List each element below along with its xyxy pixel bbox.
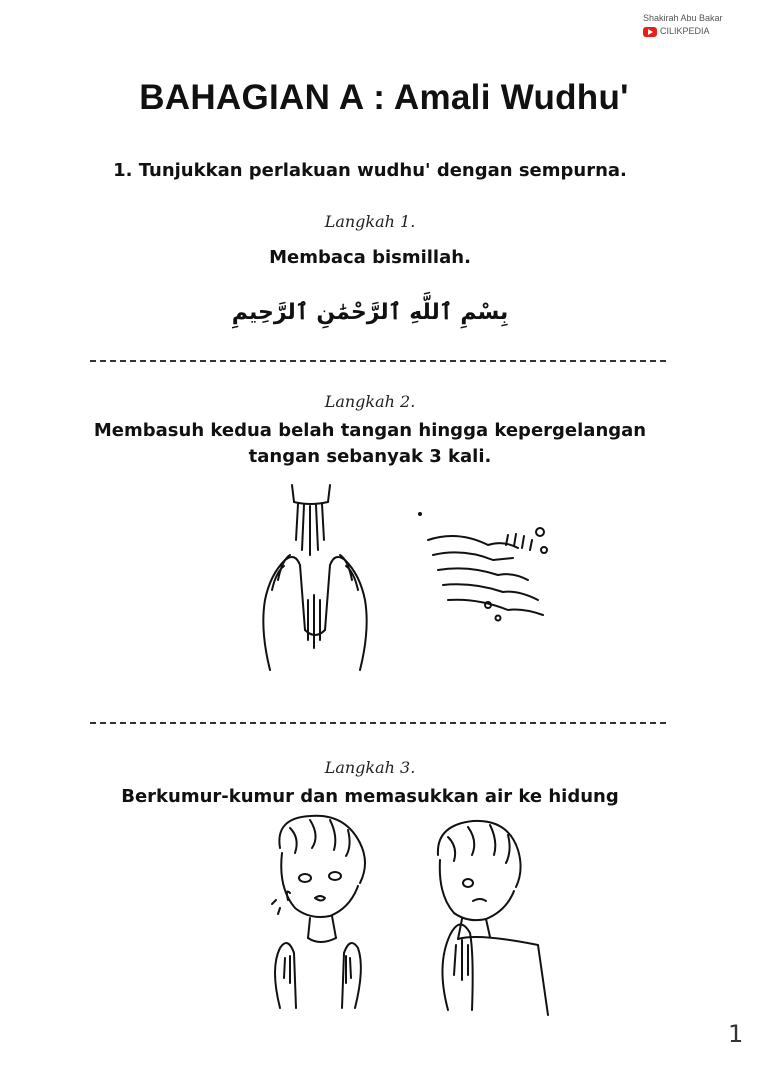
page-number: 1: [728, 1020, 744, 1048]
author-name: Shakirah Abu Bakar: [643, 13, 723, 23]
divider: [90, 722, 666, 724]
youtube-icon: [643, 27, 657, 37]
channel-name: CILIKPEDIA: [660, 26, 710, 36]
step-2-label: Langkah 2.: [324, 392, 416, 411]
attribution: [643, 12, 723, 38]
question-text: 1. Tunjukkan perlakuan wudhu' dengan sempurna.: [113, 160, 627, 181]
boy-rinsing-mouth-icon: [250, 808, 385, 1013]
step-1-text: [0, 245, 740, 271]
boy-rinsing-nose-icon: [418, 815, 553, 1015]
channel-row: [643, 25, 723, 38]
divider: [90, 360, 666, 362]
bismillah-arabic: بِسْمِ ٱللَّهِ ٱلرَّحْمَٰنِ ٱلرَّحِيمِ: [231, 300, 509, 325]
page-title: BAHAGIAN A : Amali Wudhu': [139, 78, 629, 117]
step-2-text-line-1: Membasuh kedua belah tangan hingga kepergelangan: [93, 420, 647, 441]
step-1-text-line: Membaca bismillah.: [269, 247, 471, 268]
step-2-text: [0, 418, 740, 470]
step-1-label: Langkah 1.: [324, 212, 416, 231]
hands-under-water-icon: [250, 480, 380, 675]
step-3-text-line: Berkumur-kumur dan memasukkan air ke hidung: [121, 786, 619, 807]
step-3-label: Langkah 3.: [324, 758, 416, 777]
step-2-text-line-2: tangan sebanyak 3 kali.: [248, 446, 492, 467]
hands-rubbing-icon: [418, 510, 558, 630]
step-3-text: [0, 784, 740, 810]
